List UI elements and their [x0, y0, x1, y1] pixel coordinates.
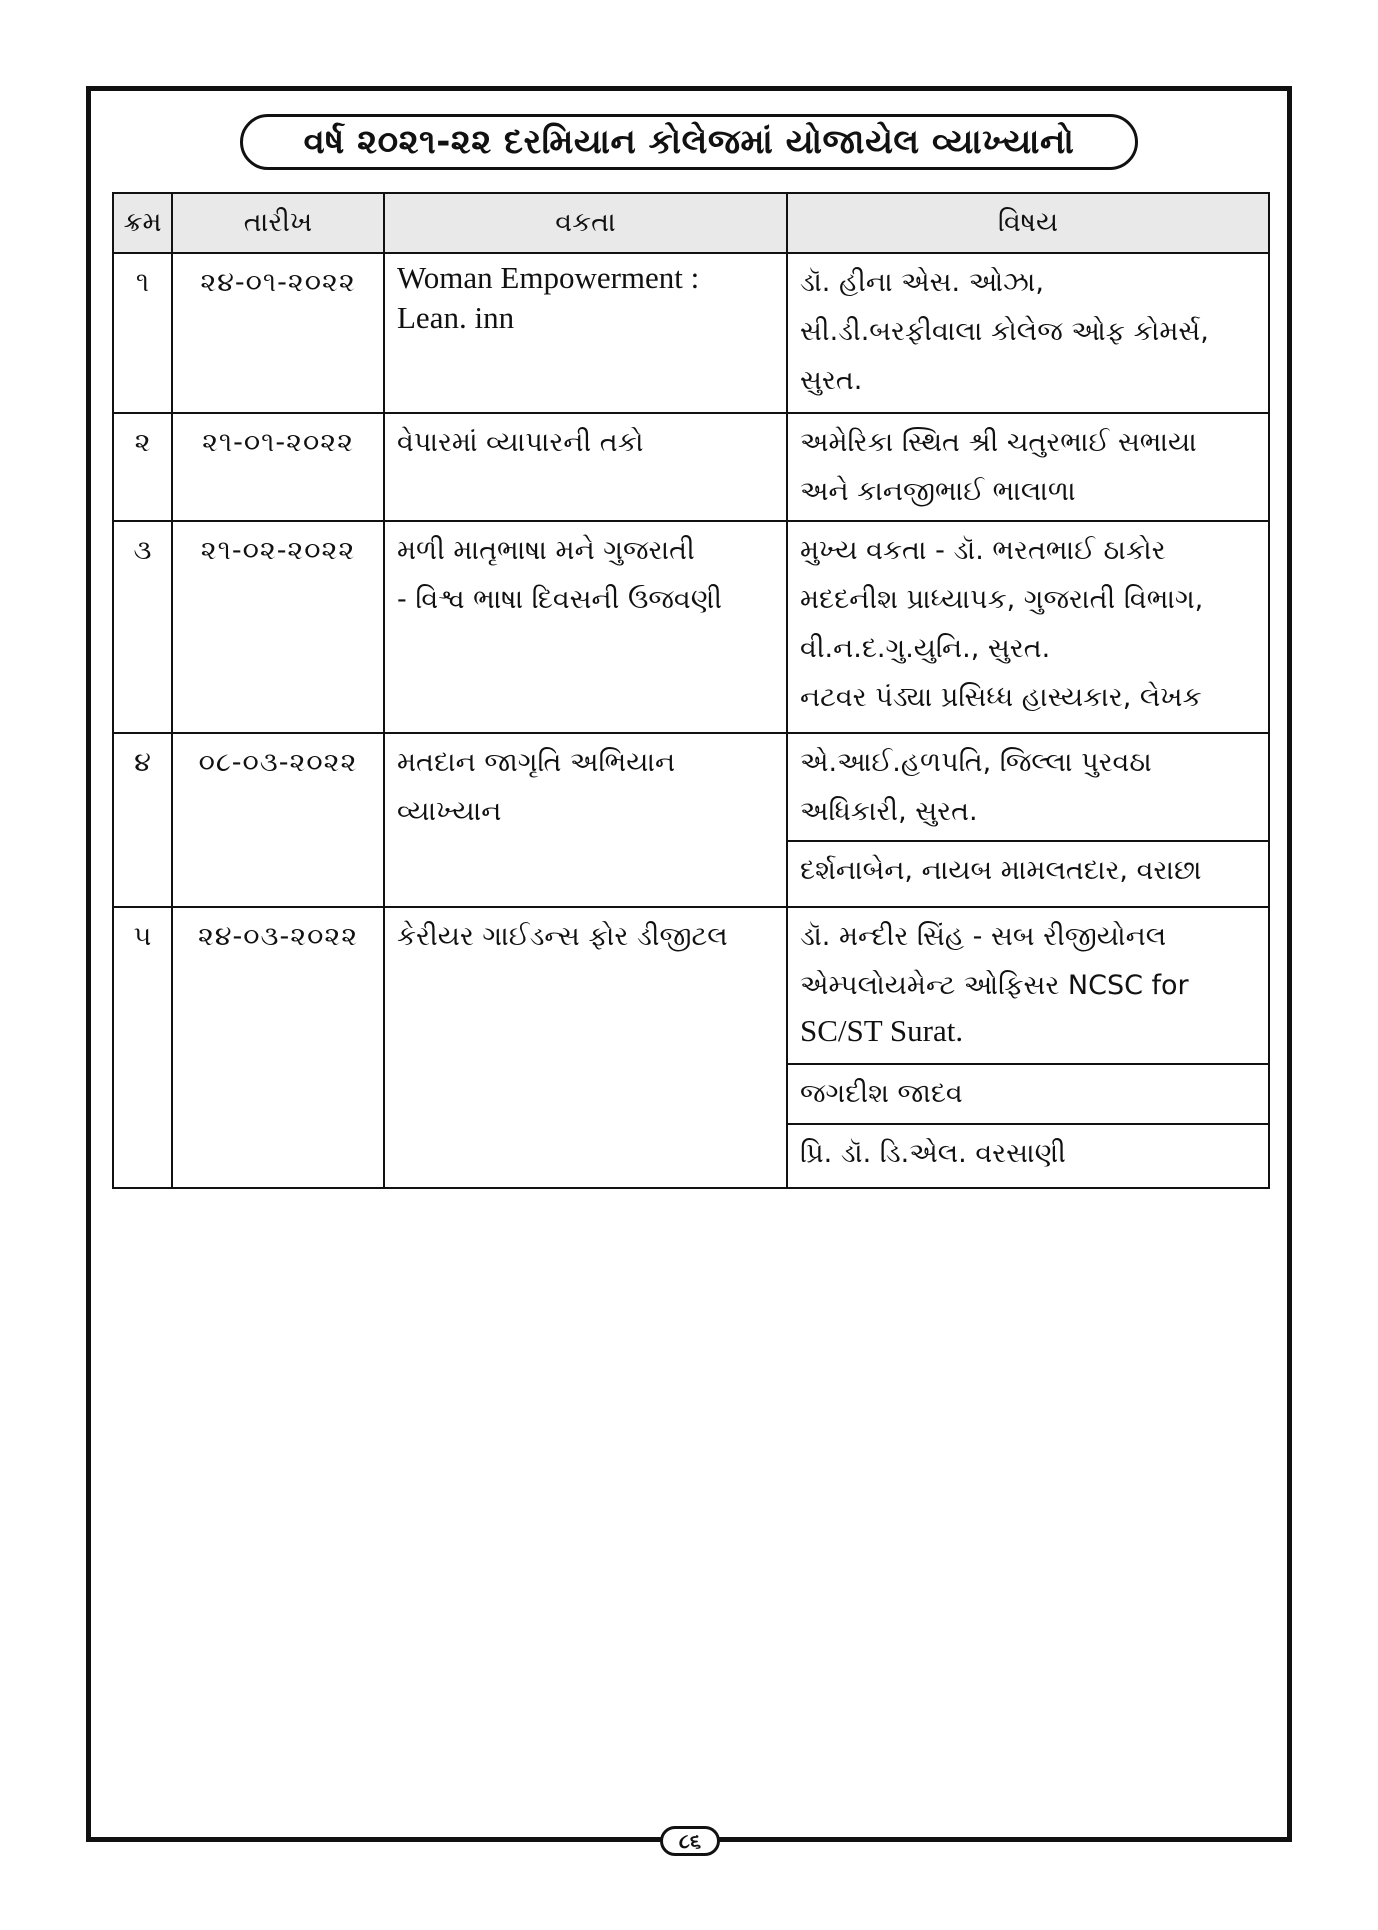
subject-line: SC/ST Surat. [800, 1013, 964, 1048]
subject-cell [787, 841, 1269, 907]
subject-line: મુખ્ય વકતા - ડૉ. ભરતભાઈ ઠાકોર [800, 535, 1166, 566]
serial-cell: ૩ [113, 521, 172, 733]
page-number: ૮૬ [660, 1826, 720, 1856]
table-row [113, 733, 1269, 841]
subject-line: ડૉ. મન્દીર સિંહ - સબ રીજીયોનલ [800, 921, 1167, 952]
subject-line: એ.આઈ.હળપતિ, જિલ્લા પુરવઠા [800, 747, 1152, 778]
subject-cell [787, 1064, 1269, 1124]
subject-cell [787, 1124, 1269, 1188]
subject-line: જગદીશ જાદવ [800, 1078, 963, 1109]
speaker-cell [384, 253, 787, 413]
subject-line: ડૉ. હીના એસ. ઓઝા, [800, 267, 1045, 298]
subject-line: દર્શનાબેન, નાયબ મામલતદાર, વરાછા [800, 855, 1202, 886]
subject-line: નટવર પંડ્યા પ્રસિધ્ધ હાસ્યકાર, લેખક [800, 682, 1202, 713]
serial-cell: ૫ [113, 907, 172, 1188]
subject-line: વી.ન.દ.ગુ.યુનિ., સુરત. [800, 633, 1051, 664]
speaker-line: મતદાન જાગૃતિ અભિયાન [397, 747, 676, 778]
table-row [113, 907, 1269, 1064]
speaker-cell [384, 521, 787, 733]
table-row [113, 521, 1269, 733]
subject-line: અધિકારી, સુરત. [800, 796, 978, 827]
subject-cell [787, 413, 1269, 521]
date-cell: ૨૧-૦૧-૨૦૨૨ [172, 413, 384, 521]
date-cell: ૦૮-૦૩-૨૦૨૨ [172, 733, 384, 907]
speaker-line: Woman Empowerment : [397, 260, 700, 295]
speaker-line: વેપારમાં વ્યાપારની તકો [397, 427, 644, 458]
speaker-line: કેરીયર ગાઈડન્સ ફોર ડીજીટલ [397, 921, 728, 952]
header-subject: વિષય [787, 193, 1269, 253]
date-cell: ૨૪-૦૧-૨૦૨૨ [172, 253, 384, 413]
subject-line: મદદનીશ પ્રાધ્યાપક, ગુજરાતી વિભાગ, [800, 584, 1204, 615]
subject-cell [787, 733, 1269, 841]
header-date: તારીખ [172, 193, 384, 253]
serial-cell: ૧ [113, 253, 172, 413]
speaker-cell [384, 907, 787, 1188]
subject-cell [787, 521, 1269, 733]
serial-cell: ૪ [113, 733, 172, 907]
subject-line: એમ્પલોયમેન્ટ ઓફિસર NCSC for [800, 970, 1189, 1001]
subject-line: અમેરિકા સ્થિત શ્રી ચતુરભાઈ સભાયા [800, 427, 1197, 458]
speaker-line: વ્યાખ્યાન [397, 796, 502, 827]
header-serial: ક્રમ [113, 193, 172, 253]
speaker-cell [384, 413, 787, 521]
date-cell: ૨૧-૦૨-૨૦૨૨ [172, 521, 384, 733]
serial-cell: ૨ [113, 413, 172, 521]
subject-line: સુરત. [800, 365, 863, 396]
subject-cell [787, 907, 1269, 1064]
subject-cell [787, 253, 1269, 413]
table-row [113, 253, 1269, 413]
table-row [113, 413, 1269, 521]
subject-line: સી.ડી.બરફીવાલા કોલેજ ઓફ કોમર્સ, [800, 316, 1209, 347]
speaker-line: મળી માતૃભાષા મને ગુજરાતી [397, 535, 695, 566]
subject-line: અને કાનજીભાઈ ભાલાળા [800, 476, 1076, 507]
table-header-row [113, 193, 1269, 253]
lectures-table [112, 192, 1270, 1189]
speaker-line: - વિશ્વ ભાષા દિવસની ઉજવણી [397, 584, 723, 615]
header-speaker: વકતા [384, 193, 787, 253]
page-title: વર્ષ ૨૦૨૧-૨૨ દરમિયાન કોલેજમાં યોજાયેલ વ્યાખ્યાનો [240, 114, 1138, 170]
speaker-line: Lean. inn [397, 300, 515, 335]
speaker-cell [384, 733, 787, 907]
date-cell: ૨૪-૦૩-૨૦૨૨ [172, 907, 384, 1188]
subject-line: પ્રિ. ડૉ. ડિ.એલ. વરસાણી [800, 1138, 1066, 1169]
